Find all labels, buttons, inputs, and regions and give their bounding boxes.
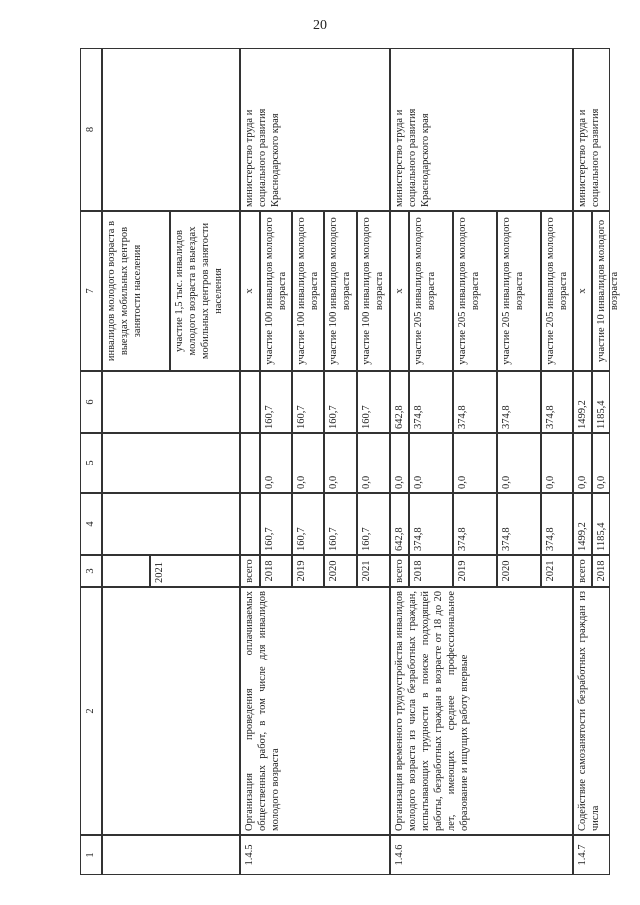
row-145-line-2-c7: участие 100 инвалидов молодого возраста [292, 211, 324, 371]
header-col-6: 6 [80, 371, 102, 433]
row-145-line-0-c4 [240, 493, 260, 555]
row-145-line-3-c7: участие 100 инвалидов молодого возраста [324, 211, 357, 371]
page-number: 20 [313, 18, 327, 33]
row-145-desc [240, 587, 390, 835]
row-146-num-text: 1.4.6 [394, 844, 405, 866]
row-146-line-4-c4: 374,8 [541, 493, 573, 555]
header-col-7: 7 [80, 211, 102, 371]
row-145-line-4-c6: 160,7 [357, 371, 390, 433]
row-145-num-text: 1.4.5 [244, 844, 255, 866]
row-145-line-0-c6 [240, 371, 260, 433]
row-146-line-0-year: всего [390, 555, 409, 587]
row-146-line-1-c7: участие 205 инвалидов молодого возраста [409, 211, 453, 371]
row-146-line-0-c6: 642,8 [390, 371, 409, 433]
cont-year-b [150, 555, 240, 587]
row-146-exec [390, 48, 573, 211]
row-145-line-3-c6: 160,7 [324, 371, 357, 433]
row-146-line-4-year: 2021 [541, 555, 573, 587]
header-col-8: 8 [80, 48, 102, 211]
cont-result-b [170, 211, 240, 371]
row-145-line-0-c7: х [240, 211, 260, 371]
cont-c6 [102, 371, 240, 433]
cont-desc-cell [102, 587, 240, 835]
row-145-line-0-c5 [240, 433, 260, 493]
row-145-line-3-c4: 160,7 [324, 493, 357, 555]
row-146-line-3-year: 2020 [497, 555, 541, 587]
header-col-3: 3 [80, 555, 102, 587]
header-col-5: 5 [80, 433, 102, 493]
row-145-desc-text: Организация проведения оплачиваемых общественных работ, в том числе для инвалидов молодого возраста [244, 591, 281, 831]
cont-c5 [102, 433, 240, 493]
row-145-line-1-year: 2018 [260, 555, 292, 587]
row-145-line-2-year: 2019 [292, 555, 324, 587]
cont-result-a [102, 211, 170, 371]
row-147-line-0-year: всего [573, 555, 592, 587]
row-146-exec-text: министерство труда и социального развития Краснодарского края [394, 108, 431, 207]
row-146-num [390, 835, 573, 875]
row-146-line-2-year: 2019 [453, 555, 497, 587]
row-145-line-4-c7: участие 100 инвалидов молодого возраста [357, 211, 390, 371]
cont-c4 [102, 493, 240, 555]
row-146-line-0-c4: 642,8 [390, 493, 409, 555]
row-147-line-0-c5: 0,0 [573, 433, 592, 493]
row-145-line-2-c6: 160,7 [292, 371, 324, 433]
row-145-line-3-year: 2020 [324, 555, 357, 587]
row-146-line-3-c4: 374,8 [497, 493, 541, 555]
row-145-num [240, 835, 390, 875]
row-147-num [573, 835, 610, 875]
row-145-line-0-year: всего [240, 555, 260, 587]
row-145-exec [240, 48, 390, 211]
row-145-line-3-c5: 0,0 [324, 433, 357, 493]
row-146-line-1-year: 2018 [409, 555, 453, 587]
cont-num-cell [102, 835, 240, 875]
row-145-line-1-c7: участие 100 инвалидов молодого возраста [260, 211, 292, 371]
row-146-line-4-c5: 0,0 [541, 433, 573, 493]
cont-exec [102, 48, 240, 211]
row-146-line-1-c4: 374,8 [409, 493, 453, 555]
row-146-line-3-c5: 0,0 [497, 433, 541, 493]
cont-year-text: 2021 [154, 562, 165, 583]
row-145-line-2-c4: 160,7 [292, 493, 324, 555]
row-146-line-2-c6: 374,8 [453, 371, 497, 433]
row-145-exec-text: министерство труда и социального развития Краснодарского края [244, 108, 281, 207]
cont-result-a-text: инвалидов молодого возраста в выездах мобильных центров занятости населения [106, 220, 143, 362]
row-146-desc [390, 587, 573, 835]
row-145-line-1-c6: 160,7 [260, 371, 292, 433]
row-146-line-2-c7: участие 205 инвалидов молодого возраста [453, 211, 497, 371]
row-146-line-2-c4: 374,8 [453, 493, 497, 555]
row-147-line-1-c7: участие 10 инвалидов молодого возраста [592, 211, 610, 371]
row-147-line-1-c5: 0,0 [592, 433, 610, 493]
row-146-desc-text: Организация временного трудоустройства инвалидов молодого возраста из числа безработных граждан, испытывающих трудности в поиске подходящей работы, безработных граждан в возрасте от 18 до 20 лет, имеющих среднее профессиональное образование и ищущих работу впервые [394, 591, 470, 831]
row-145-line-1-c5: 0,0 [260, 433, 292, 493]
row-146-line-4-c7: участие 205 инвалидов молодого возраста [541, 211, 573, 371]
row-146-line-0-c7: х [390, 211, 409, 371]
cont-result-b-text: участие 1,5 тыс. инвалидов молодого возраста в выездах мобильных центров занятости населения [174, 222, 224, 360]
row-146-line-2-c5: 0,0 [453, 433, 497, 493]
row-146-line-1-c6: 374,8 [409, 371, 453, 433]
row-146-line-3-c7: участие 205 инвалидов молодого возраста [497, 211, 541, 371]
header-col-4: 4 [80, 493, 102, 555]
row-147-line-0-c4: 1499,2 [573, 493, 592, 555]
row-146-line-0-c5: 0,0 [390, 433, 409, 493]
row-147-line-1-c4: 1185,4 [592, 493, 610, 555]
row-145-line-4-year: 2021 [357, 555, 390, 587]
header-col-2: 2 [80, 587, 102, 835]
row-147-exec-text: министерство труда и социального развития [577, 108, 601, 207]
row-146-line-4-c6: 374,8 [541, 371, 573, 433]
row-146-line-1-c5: 0,0 [409, 433, 453, 493]
row-147-line-1-year: 2018 [592, 555, 610, 587]
row-145-line-1-c4: 160,7 [260, 493, 292, 555]
row-147-line-1-c6: 1185,4 [592, 371, 610, 433]
cont-year-a [102, 555, 150, 587]
row-147-num-text: 1.4.7 [577, 844, 588, 866]
header-col-1: 1 [80, 835, 102, 875]
row-145-line-4-c5: 0,0 [357, 433, 390, 493]
row-147-desc-text: Содействие самозанятости безработных граждан из числа [577, 591, 601, 831]
row-147-line-0-c6: 1499,2 [573, 371, 592, 433]
row-145-line-4-c4: 160,7 [357, 493, 390, 555]
row-147-desc [573, 587, 610, 835]
row-147-line-0-c7: х [573, 211, 592, 371]
row-147-exec [573, 48, 610, 211]
row-145-line-2-c5: 0,0 [292, 433, 324, 493]
rotated-page [80, 48, 620, 875]
row-146-line-3-c6: 374,8 [497, 371, 541, 433]
program-table [80, 48, 620, 875]
